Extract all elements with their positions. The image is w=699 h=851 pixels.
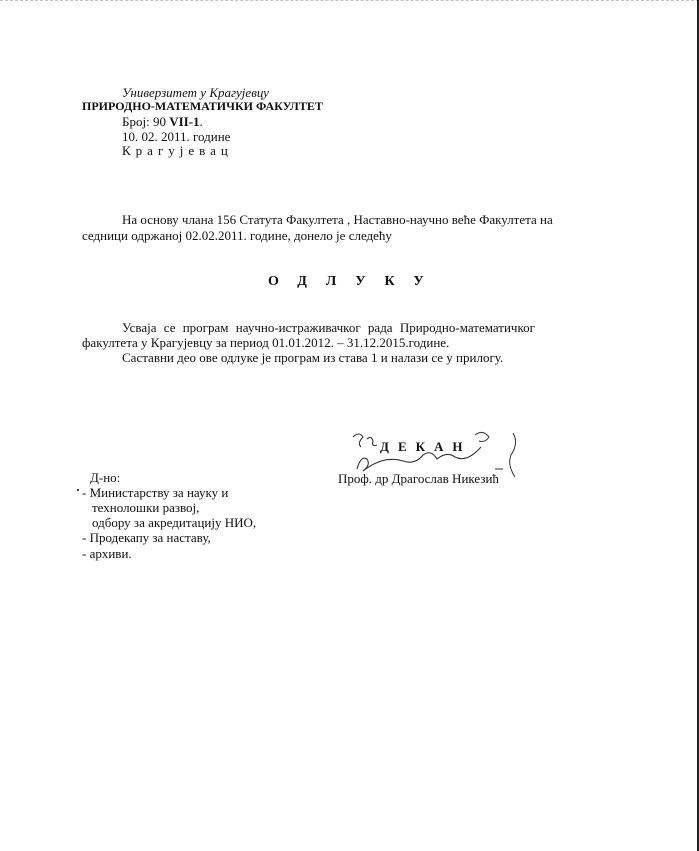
intro-line-2: седници одржаној 02.02.2011. године, донело је следећу	[82, 228, 392, 243]
document-number-prefix: Број: 90	[122, 114, 170, 129]
distribution-item: технолошки развој,	[92, 500, 200, 515]
distribution-item: - Продекапу за наставу,	[82, 530, 211, 545]
document-date: 10. 02. 2011. године	[122, 129, 231, 144]
distribution-label: Д-но:	[90, 470, 121, 485]
university-name: Универзитет у Крагујевцу	[122, 85, 269, 100]
intro-line-1: На основу члана 156 Статута Факултета , Наставно-научно веће Факултета на	[122, 212, 553, 227]
document-title: ОДЛУКУ	[268, 274, 443, 289]
document-number-code: VII-1	[169, 114, 200, 129]
document-city: Крагујевац	[122, 143, 233, 158]
document-number	[122, 114, 203, 129]
distribution-item: одбору за акредитацију НИО,	[92, 515, 257, 530]
decision-line-1: Усваја се програм научно-истраживачког рада Природно-математичког	[122, 320, 535, 335]
document-number-suffix: .	[199, 114, 203, 129]
scan-speck	[77, 489, 79, 491]
decision-line-3: Саставни део ове одлуке је програм из става 1 и налази се у прилогу.	[122, 350, 504, 365]
faculty-name: ПРИРОДНО-МАТЕМАТИЧКИ ФАКУЛТЕТ	[82, 99, 323, 113]
signatory-name: Проф. др Драгослав Никезић	[338, 471, 499, 486]
distribution-item: - Министарству за науку и	[82, 485, 229, 500]
signature-role: ДЕКАН	[380, 439, 472, 454]
distribution-item: - архиви.	[82, 546, 132, 561]
scan-edge-line	[0, 0, 699, 5]
decision-line-2: факултета у Крагујевцу за период 01.01.2012. – 31.12.2015.године.	[82, 335, 450, 350]
